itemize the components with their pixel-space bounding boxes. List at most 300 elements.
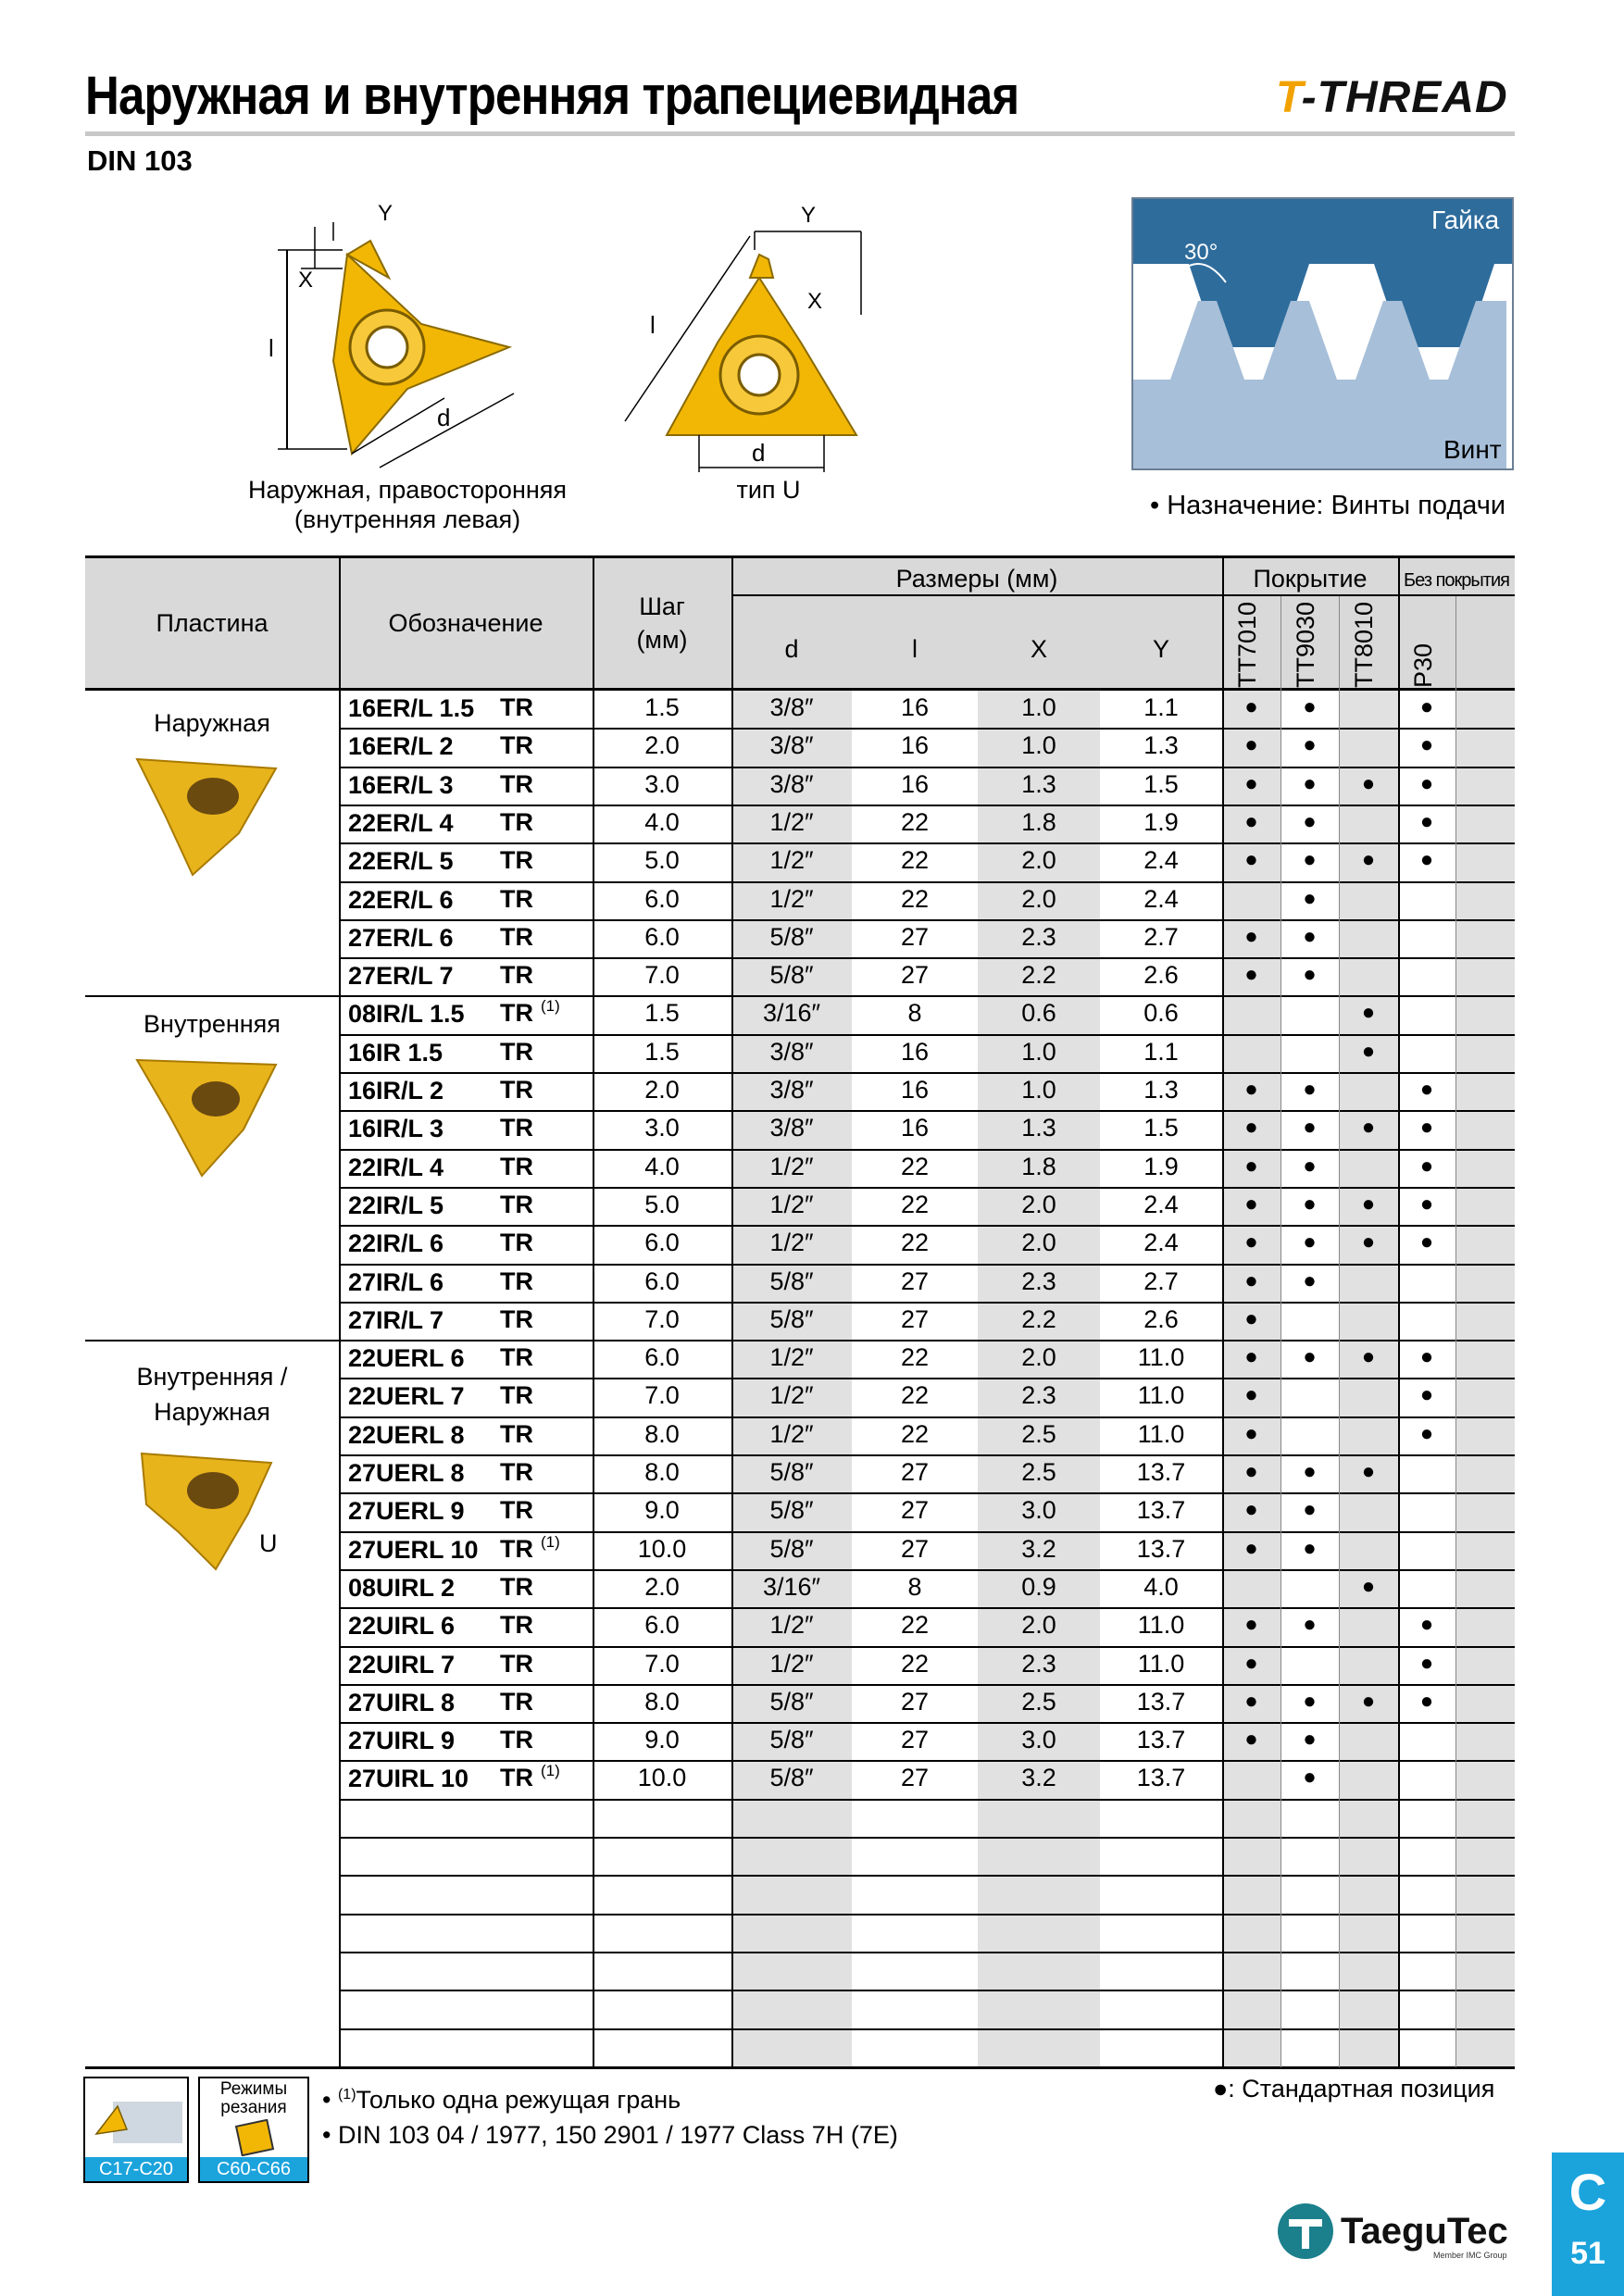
pitch-cell: 1.5 (644, 693, 680, 721)
designation-code: 08UIRL 2 (348, 1573, 456, 1602)
designation-code: 22ER/L 6 (348, 885, 454, 914)
table-row (85, 1265, 1515, 1303)
designation-tr: TR (500, 1343, 533, 1372)
diagram-label-l-left: l (269, 334, 274, 362)
l-cell: 22 (900, 1419, 930, 1448)
footnote-ref: (1) (541, 1762, 560, 1780)
designation-cell (348, 1688, 580, 1718)
d-cell: 5/8″ (769, 1764, 814, 1792)
availability-dot: ● (1303, 1077, 1317, 1102)
designation-code: 22UERL 6 (348, 1344, 465, 1373)
d-cell: 1/2″ (769, 1190, 814, 1218)
availability-dot: ● (1419, 1650, 1434, 1676)
designation-cell (348, 808, 580, 839)
l-cell: 16 (900, 1114, 930, 1142)
availability-dot: ● (1419, 770, 1434, 796)
pitch-cell: 7.0 (644, 1304, 680, 1333)
header-dim-l: l (912, 635, 918, 663)
page-title: Наружная и внутренняя трапециевидная (85, 66, 1019, 126)
x-cell: 1.8 (1021, 1152, 1056, 1180)
table-row (85, 1111, 1515, 1149)
d-cell: 5/8″ (769, 1726, 814, 1754)
y-cell: 13.7 (1136, 1458, 1186, 1486)
designation-tr: TR (500, 1611, 533, 1640)
table-row (85, 1188, 1515, 1226)
x-cell: 1.3 (1021, 1114, 1056, 1142)
company-subtitle: Member IMC Group (1433, 2251, 1507, 2260)
availability-dot: ● (1244, 1305, 1258, 1331)
designation-tr: TR (500, 1649, 533, 1678)
availability-dot: ● (1303, 1229, 1317, 1255)
x-cell: 3.2 (1021, 1764, 1056, 1792)
designation-code: 16ER/L 3 (348, 770, 454, 799)
l-cell: 22 (900, 807, 930, 836)
designation-code: 22UIRL 7 (348, 1650, 456, 1678)
availability-dot: ● (1303, 962, 1317, 988)
column-divider (731, 555, 733, 2067)
y-cell: 1.3 (1143, 1076, 1179, 1104)
availability-dot: ● (1361, 770, 1376, 796)
availability-dot: ● (1361, 1688, 1376, 1714)
x-cell: 1.0 (1021, 693, 1056, 721)
y-cell: 13.7 (1136, 1726, 1186, 1754)
group-divider (85, 995, 339, 997)
header-designation: Обозначение (388, 609, 543, 637)
external-caption-line2: (внутренняя левая) (294, 505, 521, 533)
designation-code: 27IR/L 7 (348, 1305, 444, 1334)
pitch-cell: 4.0 (644, 1152, 680, 1180)
header-dim-x: X (1030, 635, 1047, 663)
designation-cell (348, 1726, 580, 1756)
nut-label: Гайка (1431, 206, 1500, 234)
diagram-label-y-left: Y (378, 201, 394, 226)
availability-dot: ● (1361, 1191, 1376, 1217)
y-cell: 13.7 (1136, 1496, 1186, 1525)
designation-code: 27UIRL 10 (348, 1765, 469, 1793)
availability-dot: ● (1244, 1191, 1258, 1217)
u-type-tag: U (259, 1529, 278, 1557)
designation-tr: TR (500, 999, 533, 1028)
designation-code: 27ER/L 7 (348, 962, 454, 991)
availability-dot: ● (1244, 1612, 1258, 1638)
availability-dot: ● (1303, 1153, 1317, 1179)
y-cell: 2.4 (1143, 846, 1179, 875)
availability-dot: ● (1244, 1688, 1258, 1714)
t-thread-logo: T-THREAD (1276, 73, 1508, 122)
designation-tr: TR (500, 961, 533, 990)
designation-cell (348, 1764, 580, 1794)
footnote-one-edge: • $^{(1)}$Только одна режущая грань (322, 2086, 681, 2114)
l-cell: 27 (900, 922, 930, 951)
pitch-cell: 5.0 (644, 846, 680, 875)
availability-dot: ● (1244, 1344, 1258, 1370)
x-cell: 2.0 (1021, 1343, 1056, 1372)
u-type-insert-diagram (611, 204, 870, 481)
designation-cell (348, 923, 580, 954)
table-row (85, 1532, 1515, 1570)
availability-dot: ● (1361, 1038, 1376, 1064)
internal-insert-photo (128, 1042, 285, 1180)
turning-holder-icon (85, 2078, 187, 2157)
header-pitch-line2: (мм) (636, 626, 688, 654)
x-cell: 2.2 (1021, 961, 1056, 990)
x-cell: 2.3 (1021, 1267, 1056, 1295)
header-pitch (593, 590, 731, 656)
designation-tr: TR (500, 1572, 533, 1601)
availability-dot: ● (1419, 1077, 1434, 1102)
header-dim-y: Y (1152, 635, 1169, 663)
availability-dot: ● (1303, 1612, 1317, 1638)
availability-dot: ● (1361, 1344, 1376, 1370)
x-cell: 0.9 (1021, 1572, 1056, 1601)
pitch-cell: 7.0 (644, 961, 680, 990)
d-cell: 5/8″ (769, 961, 814, 990)
diagram-label-d-left: d (437, 404, 451, 431)
table-row (85, 1647, 1515, 1685)
header-dim-d: d (784, 635, 799, 663)
designation-tr: TR (500, 1304, 533, 1333)
designation-cell (348, 885, 580, 916)
group-label-external: Наружная (154, 709, 270, 737)
availability-dot: ● (1244, 1077, 1258, 1102)
l-cell: 22 (900, 884, 930, 913)
title-divider (85, 131, 1515, 136)
designation-tr: TR (500, 1229, 533, 1257)
availability-dot: ● (1244, 1267, 1258, 1293)
designation-code: 22IR/L 5 (348, 1191, 444, 1219)
l-cell: 27 (900, 1726, 930, 1754)
availability-dot: ● (1419, 1420, 1434, 1446)
designation-code: 16IR/L 3 (348, 1115, 444, 1143)
designation-cell (348, 1532, 580, 1566)
designation-code: 22UERL 8 (348, 1420, 465, 1449)
header-pitch-line1: Шаг (639, 593, 685, 620)
y-cell: 13.7 (1136, 1764, 1186, 1792)
availability-dot: ● (1303, 1688, 1317, 1714)
y-cell: 2.6 (1143, 1304, 1179, 1333)
y-cell: 11.0 (1137, 1649, 1185, 1678)
designation-cell (348, 1420, 580, 1451)
designation-code: 16IR/L 2 (348, 1077, 444, 1104)
y-cell: 1.3 (1143, 731, 1179, 760)
d-cell: 5/8″ (769, 1458, 814, 1486)
designation-code: 22UIRL 6 (348, 1612, 456, 1641)
availability-dot: ● (1244, 1229, 1258, 1255)
y-cell: 1.1 (1143, 1037, 1179, 1066)
availability-dot: ● (1361, 1000, 1376, 1026)
x-cell: 1.0 (1021, 1076, 1056, 1104)
pitch-cell: 2.0 (644, 731, 680, 760)
designation-cell (348, 731, 580, 762)
holder-reference-icon[interactable] (83, 2077, 189, 2183)
external-insert-caption (222, 475, 593, 534)
pitch-cell: 10.0 (637, 1534, 687, 1563)
designation-tr: TR (500, 1458, 533, 1486)
x-cell: 3.0 (1021, 1496, 1056, 1525)
y-cell: 1.9 (1143, 1152, 1179, 1180)
table-row (85, 1723, 1515, 1761)
pitch-cell: 8.0 (644, 1687, 680, 1716)
availability-dot: ● (1303, 1535, 1317, 1561)
y-cell: 1.1 (1143, 693, 1179, 721)
pitch-cell: 7.0 (644, 1381, 680, 1410)
x-cell: 2.5 (1021, 1687, 1056, 1716)
d-cell: 1/2″ (769, 1611, 814, 1640)
availability-dot: ● (1244, 1382, 1258, 1408)
pitch-cell: 6.0 (644, 922, 680, 951)
l-cell: 27 (900, 1687, 930, 1716)
designation-cell (348, 1343, 580, 1374)
group-label-internal-external (85, 1359, 339, 1429)
y-cell: 11.0 (1137, 1611, 1185, 1640)
l-cell: 16 (900, 1076, 930, 1104)
table-row (85, 1455, 1515, 1493)
cutting-data-tag: C60-C66 (200, 2157, 307, 2181)
diagram-label-x-left: X (298, 268, 314, 293)
group-label-ie-line1: Внутренняя / (136, 1363, 288, 1391)
designation-code: 16IR 1.5 (348, 1038, 443, 1067)
pitch-cell: 9.0 (644, 1496, 680, 1525)
designation-cell (348, 999, 580, 1029)
availability-dot: ● (1419, 694, 1434, 719)
designation-cell (348, 1229, 580, 1259)
d-cell: 3/8″ (769, 693, 814, 721)
pitch-cell: 1.5 (644, 1037, 680, 1066)
designation-cell (348, 1038, 580, 1068)
availability-dot: ● (1244, 1459, 1258, 1484)
designation-code: 22UERL 7 (348, 1382, 465, 1411)
table-row (85, 1685, 1515, 1723)
availability-dot: ● (1303, 1765, 1317, 1791)
availability-dot: ● (1244, 1727, 1258, 1753)
designation-tr: TR (500, 1687, 533, 1716)
availability-dot: ● (1361, 1229, 1376, 1255)
x-cell: 3.2 (1021, 1534, 1056, 1563)
d-cell: 1/2″ (769, 1381, 814, 1410)
table-row (85, 882, 1515, 920)
l-cell: 27 (900, 1534, 930, 1563)
designation-cell (348, 770, 580, 801)
x-cell: 1.8 (1021, 807, 1056, 836)
footnote-ref: (1) (541, 997, 560, 1016)
availability-dot: ● (1303, 1344, 1317, 1370)
header-coating: Покрытие (1253, 565, 1368, 593)
availability-dot: ● (1419, 732, 1434, 758)
d-cell: 3/16″ (762, 999, 821, 1028)
availability-dot: ● (1244, 847, 1258, 873)
thread-angle-label: 30° (1184, 240, 1218, 265)
thread-profile-diagram (1131, 197, 1514, 470)
grade-divider (1455, 596, 1456, 2067)
designation-cell (348, 961, 580, 992)
l-cell: 22 (900, 1343, 930, 1372)
designation-cell (348, 1267, 580, 1298)
designation-tr: TR (500, 1381, 533, 1410)
designation-cell (348, 1381, 580, 1412)
table-row (85, 1303, 1515, 1341)
y-cell: 2.4 (1143, 884, 1179, 913)
designation-cell (348, 1573, 580, 1603)
availability-dot: ● (1303, 808, 1317, 834)
pitch-cell: 6.0 (644, 884, 680, 913)
d-cell: 3/8″ (769, 1114, 814, 1142)
external-insert-photo (128, 741, 285, 880)
designation-code: 27IR/L 6 (348, 1267, 444, 1296)
table-row (85, 843, 1515, 881)
table-row (85, 1493, 1515, 1531)
y-cell: 2.7 (1143, 1267, 1179, 1295)
pitch-cell: 8.0 (644, 1458, 680, 1486)
designation-tr: TR (500, 1496, 533, 1525)
pitch-cell: 3.0 (644, 769, 680, 798)
pitch-cell: 1.5 (644, 999, 680, 1028)
x-cell: 1.3 (1021, 769, 1056, 798)
footnote-standard: • DIN 103 04 / 1977, 150 2901 / 1977 Class 7H (7E) (322, 2121, 898, 2149)
designation-tr: TR (500, 1267, 533, 1295)
external-caption-line1: Наружная, правосторонняя (247, 476, 568, 504)
availability-dot: ● (1303, 1497, 1317, 1523)
table-row (85, 1608, 1515, 1646)
company-name: TaeguTec (1341, 2211, 1508, 2252)
availability-dot: ● (1303, 770, 1317, 796)
availability-dot: ● (1303, 1115, 1317, 1141)
designation-tr: TR (500, 922, 533, 951)
x-cell: 2.5 (1021, 1419, 1056, 1448)
designation-tr: TR (500, 693, 533, 721)
table-row (85, 1761, 1515, 1799)
designation-code: 22ER/L 4 (348, 808, 454, 837)
l-cell: 27 (900, 1764, 930, 1792)
l-cell: 27 (900, 1304, 930, 1333)
availability-dot: ● (1419, 1153, 1434, 1179)
pitch-cell: 6.0 (644, 1267, 680, 1295)
designation-code: 27ER/L 6 (348, 923, 454, 952)
y-cell: 13.7 (1136, 1687, 1186, 1716)
x-cell: 1.0 (1021, 1037, 1056, 1066)
d-cell: 5/8″ (769, 922, 814, 951)
pitch-cell: 6.0 (644, 1611, 680, 1640)
designation-tr: TR (500, 1726, 533, 1754)
header-uncoated: Без покрытия (1404, 570, 1509, 591)
x-cell: 2.3 (1021, 1649, 1056, 1678)
cutting-data-title-line2: резания (220, 2098, 287, 2117)
designation-tr: TR (500, 1076, 533, 1104)
designation-tr: TR (500, 1190, 533, 1218)
d-cell: 5/8″ (769, 1267, 814, 1295)
y-cell: 1.9 (1143, 807, 1179, 836)
table-header (85, 555, 1515, 691)
grade-divider (1280, 596, 1281, 2067)
header-grade-tt9030: TT9030 (1292, 601, 1319, 688)
l-cell: 8 (907, 1572, 922, 1601)
cutting-data-title-line1: Режимы (219, 2079, 288, 2099)
d-cell: 1/2″ (769, 846, 814, 875)
availability-dot: ● (1303, 885, 1317, 911)
d-cell: 1/2″ (769, 1229, 814, 1257)
y-cell: 11.0 (1137, 1343, 1185, 1372)
legend-standard-item: ●: Стандартная позиция (1213, 2075, 1495, 2103)
d-cell: 1/2″ (769, 1649, 814, 1678)
d-cell: 1/2″ (769, 884, 814, 913)
availability-dot: ● (1244, 808, 1258, 834)
y-cell: 2.4 (1143, 1229, 1179, 1257)
designation-cell (348, 1153, 580, 1183)
pitch-cell: 6.0 (644, 1343, 680, 1372)
designation-cell (348, 1114, 580, 1144)
pitch-cell: 2.0 (644, 1572, 680, 1601)
screw-label: Винт (1443, 435, 1502, 464)
l-cell: 22 (900, 1152, 930, 1180)
availability-dot: ● (1419, 808, 1434, 834)
availability-dot: ● (1244, 1497, 1258, 1523)
designation-code: 22ER/L 5 (348, 847, 454, 876)
designation-code: 22IR/L 6 (348, 1229, 444, 1258)
d-cell: 5/8″ (769, 1534, 814, 1563)
d-cell: 1/2″ (769, 1419, 814, 1448)
availability-dot: ● (1303, 1727, 1317, 1753)
pitch-cell: 5.0 (644, 1190, 680, 1218)
d-cell: 1/2″ (769, 1152, 814, 1180)
designation-code: 27UIRL 9 (348, 1727, 456, 1755)
l-cell: 16 (900, 769, 930, 798)
availability-dot: ● (1244, 770, 1258, 796)
l-cell: 16 (900, 731, 930, 760)
y-cell: 2.6 (1143, 961, 1179, 990)
availability-dot: ● (1244, 962, 1258, 988)
d-cell: 3/8″ (769, 1076, 814, 1104)
availability-dot: ● (1303, 847, 1317, 873)
footnote-ref: (1) (541, 1532, 560, 1551)
x-cell: 2.0 (1021, 1190, 1056, 1218)
l-cell: 8 (907, 999, 922, 1028)
cutting-data-title (200, 2080, 307, 2117)
standard-subtitle: DIN 103 (87, 144, 193, 177)
group-label-ie-line2: Наружная (154, 1398, 270, 1426)
pitch-cell: 2.0 (644, 1076, 680, 1104)
y-cell: 2.4 (1143, 1190, 1179, 1218)
availability-dot: ● (1419, 1191, 1434, 1217)
availability-dot: ● (1419, 1344, 1434, 1370)
cutting-data-reference-icon[interactable] (198, 2077, 309, 2183)
y-cell: 1.5 (1143, 769, 1179, 798)
availability-dot: ● (1419, 1382, 1434, 1408)
availability-dot: ● (1244, 694, 1258, 719)
diagram-label-l-right: l (650, 311, 656, 339)
l-cell: 22 (900, 846, 930, 875)
l-cell: 27 (900, 961, 930, 990)
column-divider (1398, 555, 1400, 2067)
pitch-cell: 9.0 (644, 1726, 680, 1754)
header-grade-tt7010: TT7010 (1233, 601, 1261, 688)
availability-dot: ● (1244, 1535, 1258, 1561)
availability-dot: ● (1303, 694, 1317, 719)
x-cell: 2.5 (1021, 1458, 1056, 1486)
designation-tr: TR (500, 769, 533, 798)
designation-code: 27UERL 8 (348, 1459, 465, 1487)
purpose-note: • Назначение: Винты подачи (1150, 491, 1506, 520)
l-cell: 22 (900, 1229, 930, 1257)
d-cell: 1/2″ (769, 807, 814, 836)
availability-dot: ● (1244, 1115, 1258, 1141)
holder-reference-tag: C17-C20 (85, 2157, 187, 2181)
pitch-cell: 10.0 (637, 1764, 687, 1792)
designation-code: 27UERL 10 (348, 1535, 479, 1564)
availability-dot: ● (1244, 923, 1258, 949)
designation-tr: TR (500, 884, 533, 913)
x-cell: 2.0 (1021, 1611, 1056, 1640)
designation-code: 27UERL 9 (348, 1497, 465, 1526)
grade-divider (1339, 596, 1340, 2067)
